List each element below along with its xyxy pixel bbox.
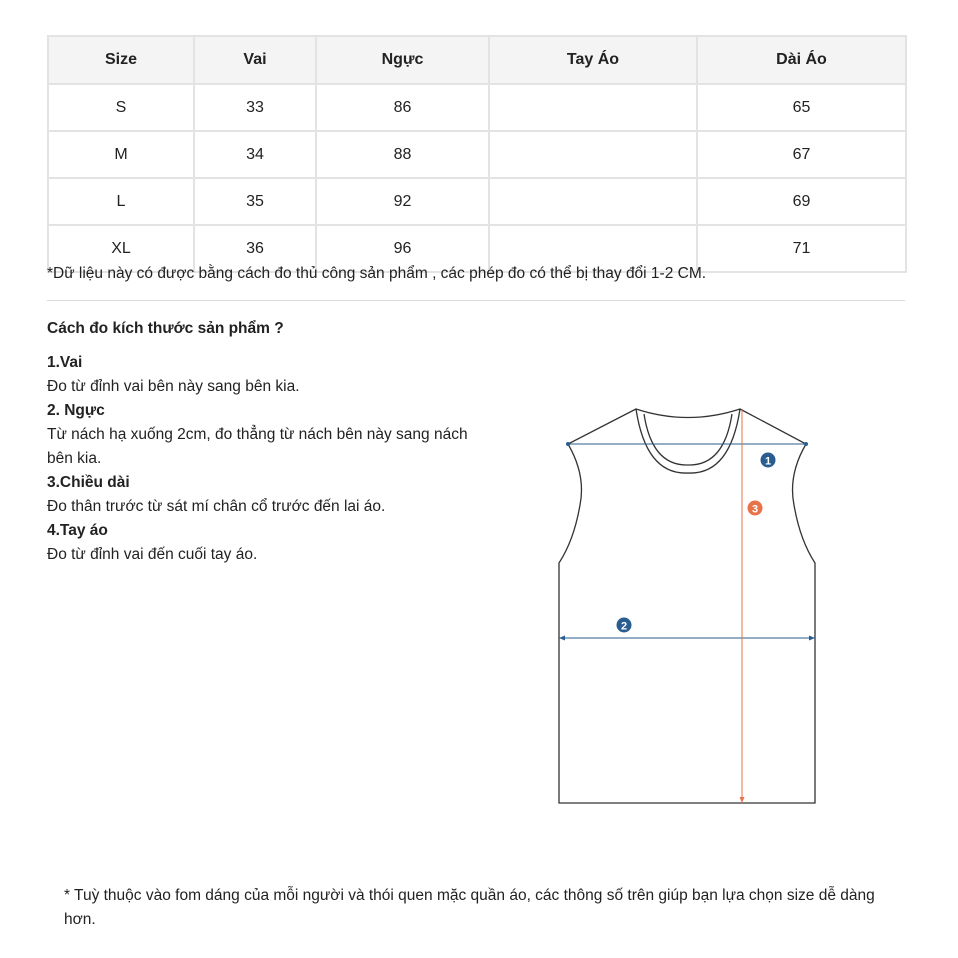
table-row xyxy=(48,178,906,225)
cell-size: S xyxy=(48,84,194,131)
cell-length: 67 xyxy=(697,131,906,178)
length-arrow-bottom xyxy=(740,797,745,803)
cell-sleeve xyxy=(489,178,697,225)
cell-chest: 88 xyxy=(316,131,489,178)
chest-arrow-left xyxy=(559,636,565,641)
chest-arrow-right xyxy=(809,636,815,641)
cell-shoulder: 35 xyxy=(194,178,316,225)
step-chest-title: 2. Ngực xyxy=(47,402,105,419)
shoulder-measure-end xyxy=(566,442,570,446)
step-shoulder-title: 1.Vai xyxy=(47,354,83,371)
cell-sleeve xyxy=(489,131,697,178)
header-length: Dài Áo xyxy=(697,36,906,84)
size-chart-table xyxy=(47,35,907,273)
cell-length: 65 xyxy=(697,84,906,131)
howto-title: Cách đo kích thước sản phẩm ? xyxy=(47,320,284,337)
tank-top-measurement-diagram xyxy=(540,395,830,815)
neckline-inner xyxy=(644,414,732,465)
header-shoulder: Vai xyxy=(194,36,316,84)
marker-length xyxy=(748,501,763,516)
marker-chest-label: 2 xyxy=(620,620,628,633)
marker-length-label: 3 xyxy=(751,503,759,516)
cell-chest: 86 xyxy=(316,84,489,131)
step-sleeve-desc: Đo từ đỉnh vai đến cuối tay áo. xyxy=(47,546,258,563)
cell-sleeve xyxy=(489,84,697,131)
table-header-row xyxy=(48,36,906,84)
cell-shoulder: 36 xyxy=(194,225,316,272)
step-shoulder-desc: Đo từ đỉnh vai bên này sang bên kia. xyxy=(47,378,300,395)
step-sleeve-title: 4.Tay áo xyxy=(47,522,108,539)
cell-shoulder: 34 xyxy=(194,131,316,178)
marker-chest xyxy=(617,618,632,633)
cell-size: L xyxy=(48,178,194,225)
cell-shoulder: 33 xyxy=(194,84,316,131)
header-chest: Ngực xyxy=(316,36,489,84)
measurement-note: *Dữ liệu này có được bằng cách đo thủ công sản phẩm , các phép đo có thể bị thay đổi 1-2 CM. xyxy=(47,265,707,282)
cell-length: 69 xyxy=(697,178,906,225)
step-chest-desc: Từ nách hạ xuống 2cm, đo thẳng từ nách bên này sang nách bên kia. xyxy=(47,426,468,467)
cell-length: 71 xyxy=(697,225,906,272)
table-row xyxy=(48,131,906,178)
cell-size: M xyxy=(48,131,194,178)
cell-size: XL xyxy=(48,225,194,272)
section-divider xyxy=(47,300,905,301)
shoulder-measure-end xyxy=(804,442,808,446)
marker-shoulder xyxy=(761,453,776,468)
table-row xyxy=(48,84,906,131)
header-size: Size xyxy=(48,36,194,84)
header-sleeve: Tay Áo xyxy=(489,36,697,84)
measuring-instructions xyxy=(47,317,477,567)
cell-chest: 96 xyxy=(316,225,489,272)
step-length-title: 3.Chiều dài xyxy=(47,474,130,491)
tank-top-outline xyxy=(559,409,815,803)
step-length-desc: Đo thân trước từ sát mí chân cổ trước đến lai áo. xyxy=(47,498,386,515)
footnote: * Tuỳ thuộc vào fom dáng của mỗi người và thói quen mặc quần áo, các thông số trên giúp bạn lựa chọn size dễ dàng hơn. xyxy=(64,887,875,928)
marker-shoulder-label: 1 xyxy=(764,455,772,468)
cell-chest: 92 xyxy=(316,178,489,225)
